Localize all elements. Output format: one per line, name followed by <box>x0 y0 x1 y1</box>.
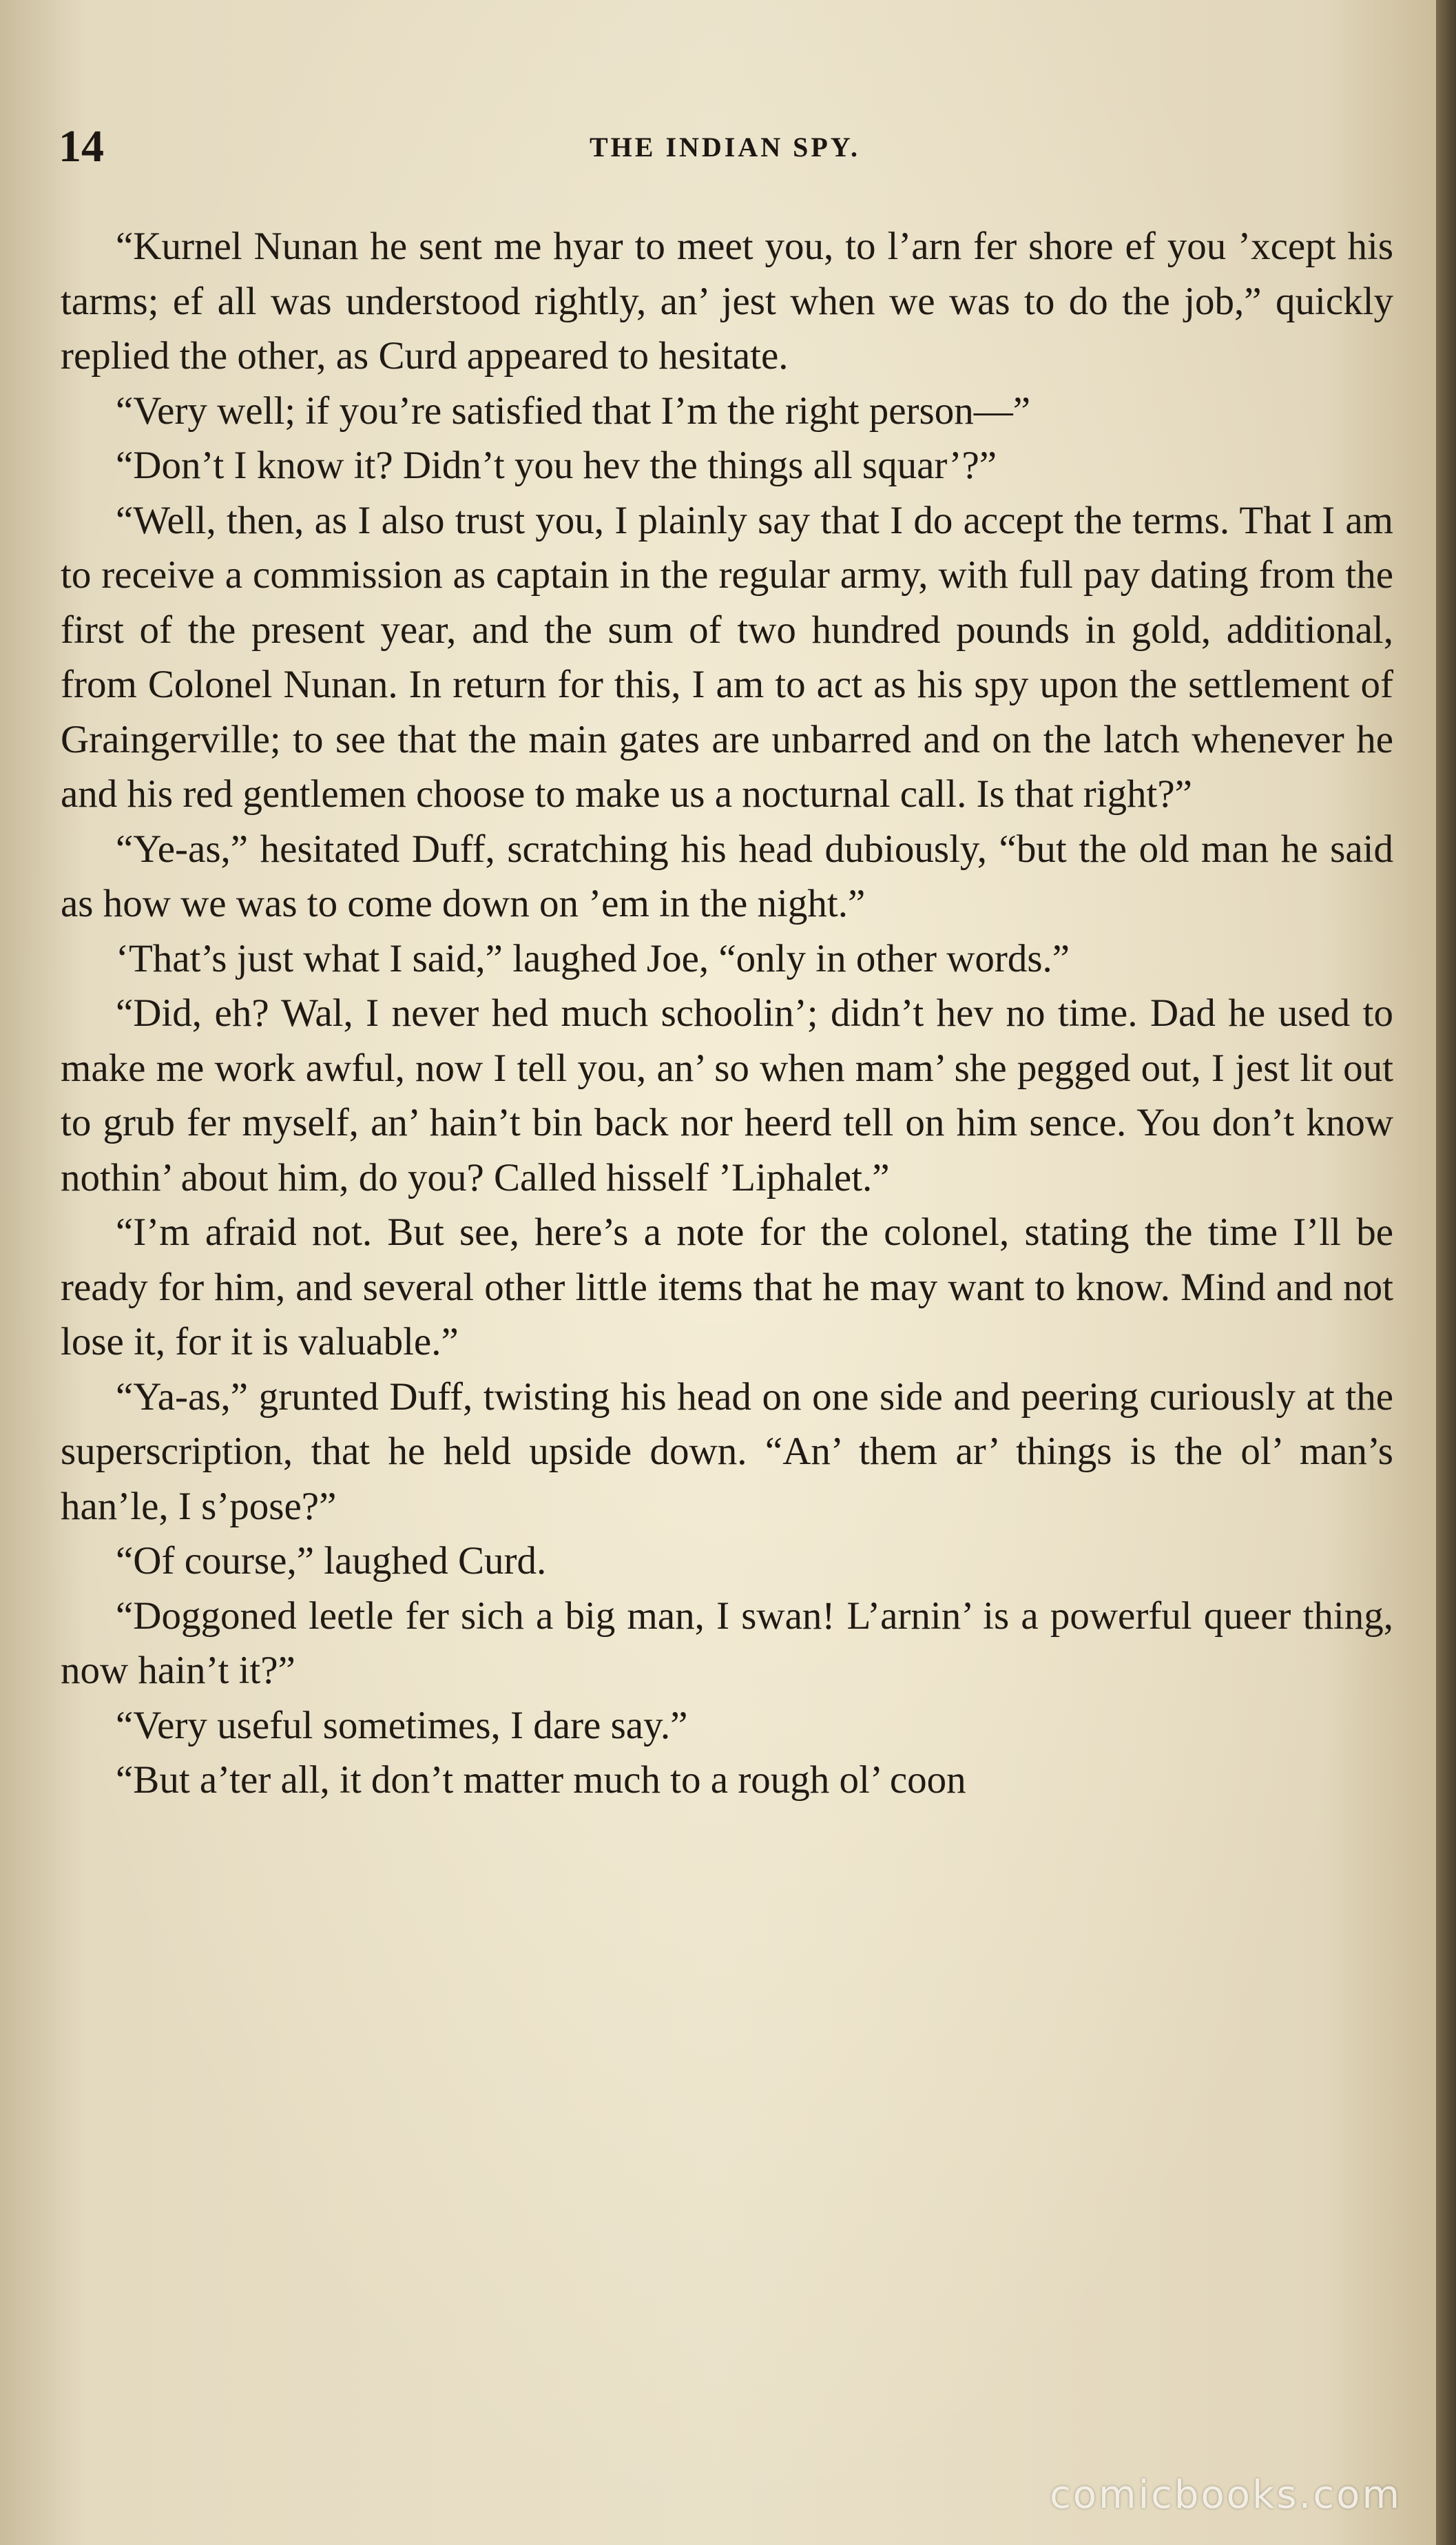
paragraph: “Ye-as,” hesitated Duff, scratching his head dubiously, “but the old man he said as how we was to come down on ’em in the night.” <box>61 827 1393 925</box>
page-number: 14 <box>59 121 104 172</box>
paragraph: “Kurnel Nunan he sent me hyar to meet you, to l’arn fer shore ef you ’xcept his tarms; ef all was understood rightly, an’ jest when we was to do the job,” quickly replied the other, as Curd appeared to hesitate. <box>61 225 1393 378</box>
paragraph: “Doggoned leetle fer sich a big man, I swan! L’arnin’ is a powerful queer thing, now hain’t it?” <box>61 1594 1393 1692</box>
body-text <box>61 219 1393 1808</box>
running-title: THE INDIAN SPY. <box>589 132 861 163</box>
paragraph: “I’m afraid not. But see, here’s a note for the colonel, stating the time I’ll be ready for him, and several other little items that he may want to know. Mind and not lose it, for it is valuable.” <box>61 1210 1393 1363</box>
paragraph: “Very well; if you’re satisfied that I’m the right person—” <box>116 389 1031 433</box>
paragraph: “Did, eh? Wal, I never hed much schoolin’; didn’t hev no time. Dad he used to make me work awful, now I tell you, an’ so when mam’ she pegged out, I jest lit out to grub fer myself, an’ hain’t bin back nor heerd tell on him sence. You don’t know nothin’ about him, do you? Called hisself ’Liphalet.” <box>61 991 1393 1199</box>
paragraph: “But a’ter all, it don’t matter much to a rough ol’ coon <box>116 1758 966 1802</box>
paragraph: “Ya-as,” grunted Duff, twisting his head on one side and peering curiously at the superscription, that he held upside down. “An’ them ar’ things is the ol’ man’s han’le, I s’pose?” <box>61 1374 1393 1528</box>
page-edge <box>1436 0 1456 2545</box>
watermark: comicbooks.com <box>1049 2473 1402 2517</box>
paragraph: “Well, then, as I also trust you, I plainly say that I do accept the terms. That I am to receive a commission as captain in the regular army, with full pay dating from the first of the present year, and the sum of two hundred pounds in gold, additional, from Colonel Nunan. In return for this, I am to act as his spy upon the settlement of Graingerville; to see that the main gates are unbarred and on the latch whenever he and his red gentlemen choose to make us a nocturnal call. Is that right?” <box>61 498 1393 816</box>
paragraph: “Don’t I know it? Didn’t you hev the things all squar’?” <box>116 444 997 487</box>
paragraph: “Of course,” laughed Curd. <box>116 1539 547 1583</box>
paragraph: “Very useful sometimes, I dare say.” <box>116 1703 688 1747</box>
paragraph: ‘That’s just what I said,” laughed Joe, “only in other words.” <box>116 936 1070 980</box>
page-header <box>59 116 1391 178</box>
